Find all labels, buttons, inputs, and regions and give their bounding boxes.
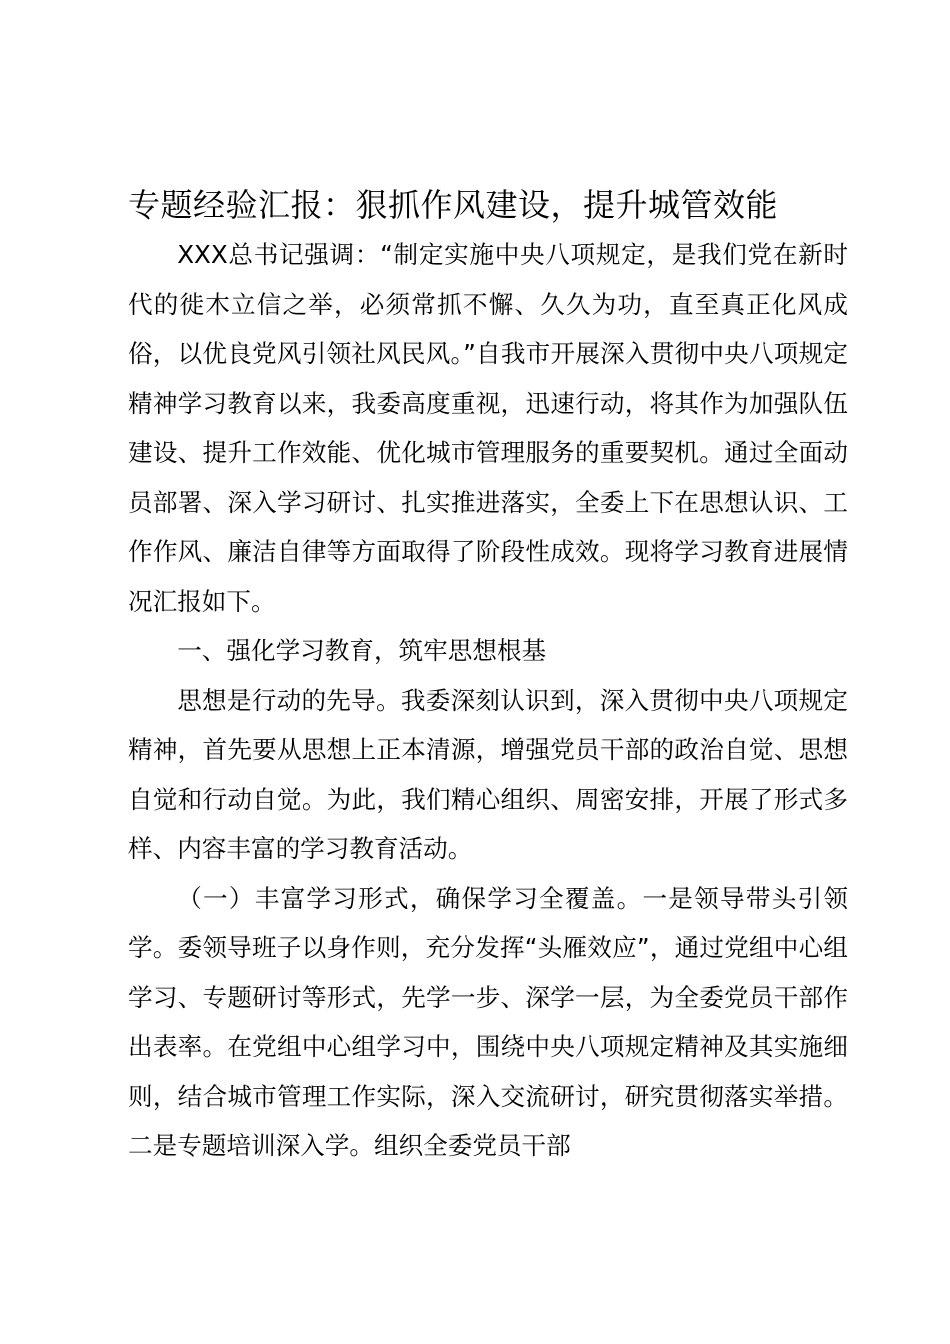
subsection-1-paragraph: （一）丰富学习形式，确保学习全覆盖。一是领导带头引领学。委领导班子以身作则，充分发挥“头雁效应”，通过党组中心组学习、专题研讨等形式，先学一步、深学一层，为全委党员干部作出表率。在党组中心组学习中，围绕中央八项规定精神及其实施细则，结合城市管理工作实际，深入交流研讨，研究贯彻落实举措。二是专题培训深入学。组织全委党员干部 <box>128 883 848 1160</box>
document-body <box>128 230 848 1171</box>
section-heading-1: 一、强化学习教育，筑牢思想根基 <box>177 636 547 665</box>
document-title: 专题经验汇报：狠抓作风建设，提升城管效能 <box>128 186 779 224</box>
intro-paragraph: XXX总书记强调：“制定实施中央八项规定，是我们党在新时代的徙木立信之举，必须常抓不懈、久久为功，直至真正化风成俗，以优良党风引领社风民风。”自我市开展深入贯彻中央八项规定精神学习教育以来，我委高度重视，迅速行动，将其作为加强队伍建设、提升工作效能、优化城市管理服务的重要契机。通过全面动员部署、深入学习研讨、扎实推进落实，全委上下在思想认识、工作作风、廉洁自律等方面取得了阶段性成效。现将学习教育进展情况汇报如下。 <box>128 240 848 616</box>
section-1-paragraph: 思想是行动的先导。我委深刻认识到，深入贯彻中央八项规定精神，首先要从思想上正本清源，增强党员干部的政治自觉、思想自觉和行动自觉。为此，我们精心组织、周密安排，开展了形式多样、内容丰富的学习教育活动。 <box>128 685 848 863</box>
